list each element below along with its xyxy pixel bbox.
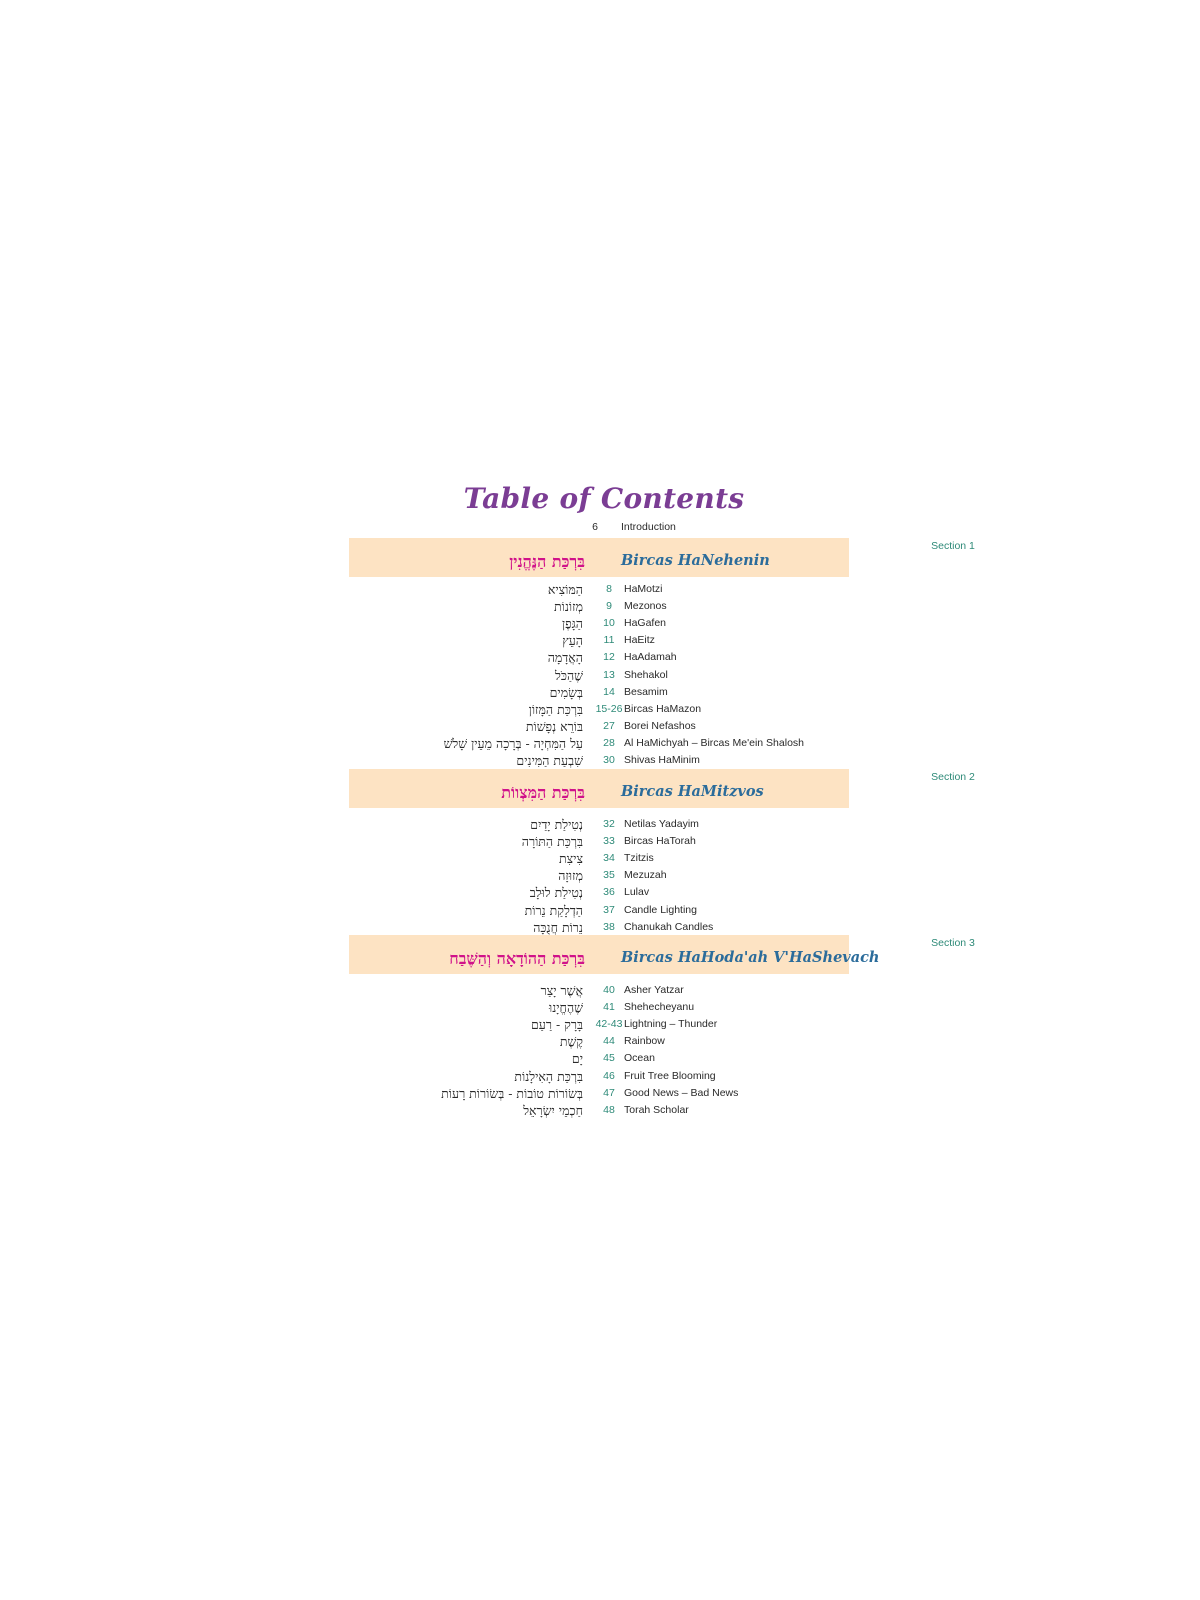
entry-hebrew-title: שֶׁהַכֹּל: [555, 667, 583, 683]
entry-page-number: 38: [603, 920, 615, 933]
entry-hebrew-title: בְּשׂוֹרוֹת טוֹבוֹת - בְּשׂוֹרוֹת רָעוֹת: [441, 1085, 583, 1101]
entry-english-title: HaGafen: [624, 617, 667, 630]
section-label: Section 1: [931, 540, 975, 552]
toc-entry[interactable]: [0, 835, 1200, 852]
entry-hebrew-title: הָאֲדָמָה: [547, 650, 583, 666]
entry-english-title: Chanukah Candles: [624, 920, 714, 933]
intro-label: Introduction: [621, 521, 676, 533]
entry-page-number: 32: [603, 818, 615, 830]
entry-english-title: Lightning – Thunder: [624, 1018, 718, 1031]
entry-page-number: 10: [603, 617, 615, 630]
toc-entry[interactable]: [0, 737, 1200, 754]
section-hebrew-title: בִּרְכַּת הַמִּצְווֹת: [501, 783, 585, 802]
entry-page-number: 30: [603, 754, 615, 766]
toc-entry[interactable]: [0, 651, 1200, 668]
entry-page-number: 9: [606, 600, 612, 613]
entry-english-title: Besamim: [624, 685, 668, 698]
entry-hebrew-title: בּוֹרֵא נְפָשׁוֹת: [525, 718, 583, 734]
toc-entry[interactable]: [0, 583, 1200, 600]
entry-english-title: Bircas HaMazon: [624, 702, 702, 715]
entry-english-title: Asher Yatzar: [624, 984, 684, 996]
toc-entry[interactable]: [0, 720, 1200, 737]
section-english-title: Bircas HaHoda'ah V'HaShevach: [621, 949, 880, 966]
entry-page-number: 36: [603, 886, 615, 899]
entry-page-number: 35: [603, 869, 615, 882]
entry-english-title: Ocean: [624, 1052, 655, 1065]
entry-english-title: Candle Lighting: [624, 903, 697, 916]
section-label: Section 2: [931, 771, 975, 783]
entry-english-title: Mezuzah: [624, 869, 667, 882]
toc-entry[interactable]: [0, 886, 1200, 903]
entry-hebrew-title: בְּשָׂמִים: [549, 684, 583, 700]
entry-english-title: Shehakol: [624, 668, 668, 681]
entry-hebrew-title: בִּרְכַּת הַתּוֹרָה: [521, 834, 583, 850]
entry-page-number: 15-26: [595, 702, 623, 715]
entry-hebrew-title: בִּרְכַּת הַמָּזוֹן: [528, 701, 583, 717]
entry-page-number: 14: [603, 685, 615, 698]
entry-english-title: Lulav: [624, 886, 650, 899]
entry-english-title: Fruit Tree Blooming: [624, 1069, 716, 1082]
entry-page-number: 13: [603, 668, 615, 681]
toc-entry[interactable]: [0, 984, 1200, 1001]
entry-page-number: 34: [603, 852, 615, 865]
toc-entry[interactable]: [0, 669, 1200, 686]
section-header-1: [349, 538, 975, 577]
entry-english-title: Shivas HaMinim: [624, 754, 700, 766]
entry-page-number: 11: [603, 634, 615, 647]
entry-page-number: 45: [603, 1052, 615, 1065]
entry-page-number: 40: [603, 984, 615, 996]
page-title: Table of Contents: [463, 482, 745, 515]
toc-entry[interactable]: [0, 869, 1200, 886]
toc-entry[interactable]: [0, 852, 1200, 869]
entry-english-title: Netilas Yadayim: [624, 818, 699, 830]
entry-page-number: 27: [603, 719, 615, 732]
entry-english-title: Rainbow: [624, 1035, 665, 1048]
toc-entry[interactable]: [0, 904, 1200, 921]
toc-entry[interactable]: [0, 1018, 1200, 1035]
entry-page-number: 33: [603, 835, 615, 848]
entry-hebrew-title: מְזוֹנוֹת: [554, 599, 583, 615]
toc-entry[interactable]: [0, 634, 1200, 651]
toc-entry[interactable]: [0, 1052, 1200, 1069]
toc-entry[interactable]: [0, 1035, 1200, 1052]
toc-entry[interactable]: [0, 600, 1200, 617]
entry-hebrew-title: נְטִילַת יָדַיִם: [530, 817, 583, 832]
entry-hebrew-title: שִׁבְעַת הַמִּינִים: [516, 753, 583, 768]
entry-page-number: 42-43: [595, 1018, 623, 1031]
section-label: Section 3: [931, 937, 975, 949]
entry-page-number: 41: [603, 1001, 615, 1014]
section-header-3: [349, 935, 975, 974]
entry-english-title: Tzitzis: [624, 852, 654, 865]
section-hebrew-title: בִּרְכַּת הַהוֹדָאָה וְהַשֶּׁבַח: [449, 949, 585, 968]
entry-page-number: 12: [603, 651, 615, 664]
entry-hebrew-title: חַכְמֵי יִשְׂרָאֵל: [523, 1102, 583, 1118]
section-english-title: Bircas HaMitzvos: [621, 783, 764, 800]
entry-hebrew-title: בָּרָק - רַעַם: [530, 1017, 583, 1033]
entry-english-title: Bircas HaTorah: [624, 835, 696, 848]
entry-hebrew-title: נֵרוֹת חֲנֻכָּה: [533, 919, 583, 935]
entry-english-title: Al HaMichyah – Bircas Me'ein Shalosh: [624, 736, 805, 749]
entry-page-number: 48: [603, 1103, 615, 1116]
toc-entry[interactable]: [0, 1001, 1200, 1018]
entry-english-title: Good News – Bad News: [624, 1086, 739, 1099]
entry-hebrew-title: הַגָּפֶן: [561, 616, 583, 632]
entry-hebrew-title: יָם: [571, 1051, 583, 1067]
toc-entry[interactable]: [0, 617, 1200, 634]
section-header-2: [349, 769, 975, 808]
toc-entry[interactable]: [0, 686, 1200, 703]
entry-english-title: Mezonos: [624, 600, 667, 613]
entry-english-title: HaEitz: [624, 634, 655, 647]
toc-entry[interactable]: [0, 1070, 1200, 1087]
toc-entry[interactable]: [0, 1087, 1200, 1104]
entry-english-title: Torah Scholar: [624, 1103, 689, 1116]
entry-page-number: 46: [603, 1069, 615, 1082]
entry-hebrew-title: נְטִילַת לוּלָב: [529, 885, 583, 901]
toc-entry[interactable]: [0, 818, 1200, 835]
entry-hebrew-title: עַל הַמִּחְיָה - בְּרָכָה מֵעֵין שָׁלֹשׁ: [443, 735, 583, 751]
section-hebrew-title: בִּרְכַּת הַנֶּהֱנִין: [509, 552, 585, 571]
entry-hebrew-title: בִּרְכַּת הָאִילָנוֹת: [514, 1068, 583, 1084]
section-english-title: Bircas HaNehenin: [621, 552, 770, 569]
entry-hebrew-title: שֶׁהֶחֱיָנוּ: [549, 1000, 583, 1016]
entry-hebrew-title: צִיצִת: [559, 851, 583, 867]
entry-english-title: HaMotzi: [624, 583, 663, 595]
entry-page-number: 37: [603, 903, 615, 916]
toc-entry[interactable]: [0, 1104, 1200, 1121]
entry-hebrew-title: מְזוּזָה: [558, 868, 583, 884]
entry-page-number: 28: [603, 736, 615, 749]
entry-page-number: 47: [603, 1086, 615, 1099]
entry-hebrew-title: הַדְלָקַת נֵרוֹת: [524, 902, 583, 918]
entry-page-number: 8: [606, 583, 612, 595]
entry-hebrew-title: הַמּוֹצִיא: [547, 582, 583, 597]
intro-page-number: 6: [592, 521, 598, 533]
entry-hebrew-title: אֲשֶׁר יָצַר: [540, 983, 583, 998]
entry-english-title: Borei Nefashos: [624, 719, 696, 732]
toc-entry[interactable]: [0, 703, 1200, 720]
entry-english-title: HaAdamah: [624, 651, 677, 664]
entry-hebrew-title: הָעֵץ: [562, 633, 583, 649]
entry-page-number: 44: [603, 1035, 615, 1048]
entry-hebrew-title: קֶשֶׁת: [559, 1034, 583, 1050]
entry-english-title: Shehecheyanu: [624, 1001, 695, 1014]
